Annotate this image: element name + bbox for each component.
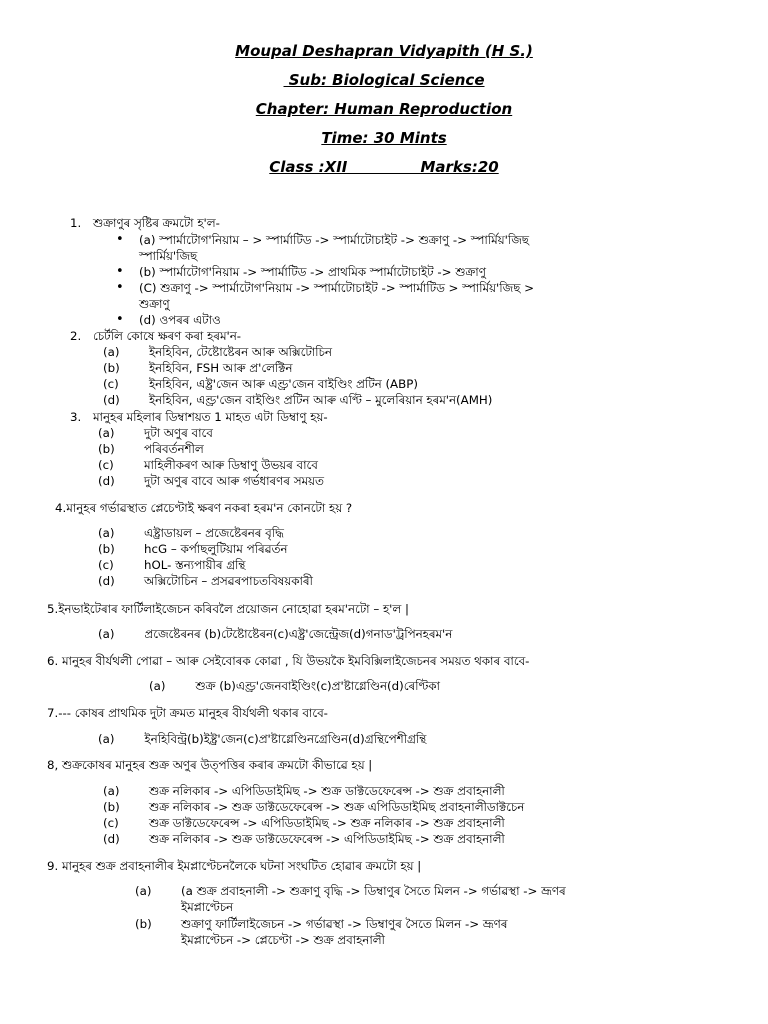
option-label: (c) <box>98 558 114 572</box>
option-label: (b) <box>98 442 115 456</box>
option-label: (c) <box>98 458 114 472</box>
option-label: (b) <box>103 361 120 375</box>
question-number: 2. <box>70 329 82 343</box>
option-label: (d) <box>98 574 115 588</box>
option-text: ইনহিবিন, এণ্ড্ৰ'জেন বাইণ্ডিং প্ৰটিন আৰু এণ্টি – মুলেৰিয়ান হৰম'ন(AMH) <box>149 393 493 407</box>
option-text: শুক্ৰ ডাক্টডেফেৰেন্স -> এপিডিডাইমিছ -> শুক্ৰ নলিকাৰ -> শুক্ৰ প্ৰবাহনালী <box>149 816 505 830</box>
question-text: চেৰ্টলি কোষে ক্ষৰণ কৰা হৰম'ন- <box>93 329 242 343</box>
option-label: (c) <box>103 377 119 391</box>
question-text: 6. মানুহৰ বীৰ্যথলী পোৱা – আৰু সেইবোৰক কোৱা , যি উভয়কৈ ইমবিক্সিলাইজেচনৰ সময়ত থকাৰ বাবে- <box>47 654 530 668</box>
option-label: (b) <box>103 800 120 814</box>
option-label: (a) <box>103 345 120 359</box>
option-label: (d) <box>103 832 120 846</box>
question-text: 9. মানুহৰ শুক্ৰ প্ৰবাহনালীৰ ইমপ্লাণ্টেচনলৈকে ঘটনা সংঘটিত হোৱাৰ ক্ৰমটো হয় | <box>47 859 422 873</box>
option-text: ইনহিবিন, FSH আৰু প্ৰ'লেক্টিন <box>149 361 293 375</box>
option-text: অক্সিটোচিন – প্ৰসৱৰপাচতবিষয়কাৰী <box>144 574 313 588</box>
bullet-icon: • <box>116 280 124 295</box>
option-text: ইনহিবিন, এষ্ট্ৰ'জেন আৰু এণ্ড্ৰ'জেন বাইণ্ডিং প্ৰটিন (ABP) <box>149 377 418 391</box>
class-marks-title: Class :XII Marks:20 <box>269 158 499 176</box>
bullet-icon: • <box>116 312 124 327</box>
option-text: hcG – কৰ্পাছলুটিয়াম পৰিৱৰ্তন <box>144 542 288 556</box>
option-text: ইনহিবিন, টেষ্টোষ্টেৰন আৰু অক্সিটোচিন <box>149 345 332 359</box>
option-text: শুক্ৰ নলিকাৰ -> এপিডিডাইমিছ -> শুক্ৰ ডাক্টডেফেৰেন্স -> শুক্ৰ প্ৰবাহনালী <box>149 784 505 798</box>
question-number: 1. <box>70 216 82 230</box>
option-text-cont: শুক্ৰাণু <box>139 297 170 311</box>
option-label: (a) <box>103 784 120 798</box>
question-text: 8, শুক্ৰকোষৰ মানুহৰ শুক্ৰ অণুৰ উত্পত্তিৰ কৰাৰ ক্ৰমটো কীভাৱে হয় | <box>47 758 373 772</box>
option-line: (a) প্ৰজেষ্টেৰনৰ (b)টেষ্টোষ্টেৰন(c)এষ্ট্ৰ'জেন্ট্ৰেজ(d)গনাড'ট্ৰপিনহৰম'ন <box>98 627 453 641</box>
option-text-cont: ইমপ্লাণ্টেচন -> প্লেচেণ্টা -> শুক্ৰ প্ৰবাহনালী <box>181 933 385 947</box>
question-text: 4.মানুহৰ গৰ্ভাৱস্থাত প্লেচেণ্টাই ক্ষৰণ নকৰা হৰম'ন কোনটো হয় ? <box>55 501 353 515</box>
option-text: (a) স্পাৰ্মাটোগ'নিয়াম – > স্পাৰ্মাটিড -> স্পাৰ্মাটোচাইট -> শুক্ৰাণু -> স্পাৰ্মিয়'জিছ <box>139 233 529 247</box>
chapter-title: Chapter: Human Reproduction <box>255 100 513 118</box>
option-label: (d) <box>103 393 120 407</box>
time-title: Time: 30 Mints <box>321 129 447 147</box>
option-label: (b) <box>98 542 115 556</box>
school-title: Moupal Deshapran Vidyapith (H S.) <box>235 42 533 60</box>
option-text: মাহিলীকৰণ আৰু ডিম্বাণু উভয়ৰ বাবে <box>144 458 318 472</box>
option-text-cont: ইমপ্লাণ্টেচন <box>181 900 234 914</box>
option-text: এষ্ট্ৰাডায়ল – প্ৰজেষ্টেৰনৰ বৃদ্ধি <box>144 526 284 540</box>
option-label: (a) <box>98 426 115 440</box>
option-label: (a) <box>135 884 152 898</box>
option-text: hOL- স্তন্যপায়ীৰ গ্ৰন্থি <box>144 558 246 572</box>
option-text: দুটা অণুৰ বাবে <box>144 426 213 440</box>
option-text-cont: স্পাৰ্মিয়'জিছ <box>139 249 198 263</box>
option-text: (C) শুক্ৰাণু -> স্পাৰ্মাটোগ'নিয়াম -> স্পাৰ্মাটোচাইট -> স্পাৰ্মাটিড > স্পাৰ্মিয়'জিছ > <box>139 281 534 295</box>
question-text: 5.ইনভাইটেৰাৰ ফাৰ্টিলাইজেচন কৰিবলৈ প্ৰয়োজন নোহোৱা হৰম'নটো – হ'ল | <box>47 602 409 616</box>
option-text: শুক্ৰ নলিকাৰ -> শুক্ৰ ডাক্টডেফেৰেন্স -> এপিডিডাইমিছ -> শুক্ৰ প্ৰবাহনালী <box>149 832 505 846</box>
bullet-icon: • <box>116 264 124 279</box>
option-text: পৰিবৰ্তনশীল <box>144 442 204 456</box>
option-text: (d) ওপৰৰ এটাও <box>139 313 221 327</box>
subject-title: Sub: Biological Science <box>283 71 485 89</box>
option-label: (d) <box>98 474 115 488</box>
option-label: (b) <box>135 917 152 931</box>
option-text: শুক্ৰ নলিকাৰ -> শুক্ৰ ডাক্টডেফেৰেন্স -> শুক্ৰ এপিডিডাইমিছ প্ৰবাহনালীডাক্টচেন <box>149 800 525 814</box>
question-text: মানুহৰ মহিলাৰ ডিম্বাশয়ত 1 মাহত এটা ডিম্বাণু হয়- <box>93 410 328 424</box>
question-number: 3. <box>70 410 82 424</box>
option-text: (a শুক্ৰ প্ৰবাহনালী -> শুক্ৰাণু বৃদ্ধি -> ডিম্বাণুৰ সৈতে মিলন -> গৰ্ভাৱস্থা -> ভ্ৰূণৰ <box>181 884 566 898</box>
option-line: (a) ইনহিবিন্ট্ৰ(b)ইষ্ট্ৰ'জেন(c)প্ৰ'ষ্টাগ্লেণ্ডিনগ্ৰেণ্ডিন(d)গ্ৰন্থিপেশীগ্ৰন্থি <box>98 732 427 746</box>
option-line: (a) শুক্ৰ (b)এণ্ড্ৰ'জেনবাইণ্ডিং(c)প্ৰ'ষ্টাগ্লেণ্ডিন(d)ৰেণ্টিকা <box>149 679 440 693</box>
question-text: 7.--- কোষৰ প্ৰাথমিক দুটা ক্ৰমত মানুহৰ বীৰ্যথলী থকাৰ বাবে- <box>47 706 328 720</box>
question-text: শুক্ৰাণুৰ সৃষ্টিৰ ক্ৰমটো হ'ল- <box>93 216 220 230</box>
bullet-icon: • <box>116 232 124 247</box>
option-label: (c) <box>103 816 119 830</box>
option-label: (a) <box>98 526 115 540</box>
option-text: দুটা অণুৰ বাবে আৰু গৰ্ভধাৰণৰ সময়ত <box>144 474 324 488</box>
option-text: (b) স্পাৰ্মাটোগ'নিয়াম -> স্পাৰ্মাটিড -> প্ৰাথমিক স্পাৰ্মাটোচাইট -> শুক্ৰাণু <box>139 265 486 279</box>
option-text: শুক্ৰাণু ফাৰ্টিলাইজেচন -> গৰ্ভাৱস্থা -> ডিম্বাণুৰ সৈতে মিলন -> ভ্ৰূণৰ <box>181 917 508 931</box>
